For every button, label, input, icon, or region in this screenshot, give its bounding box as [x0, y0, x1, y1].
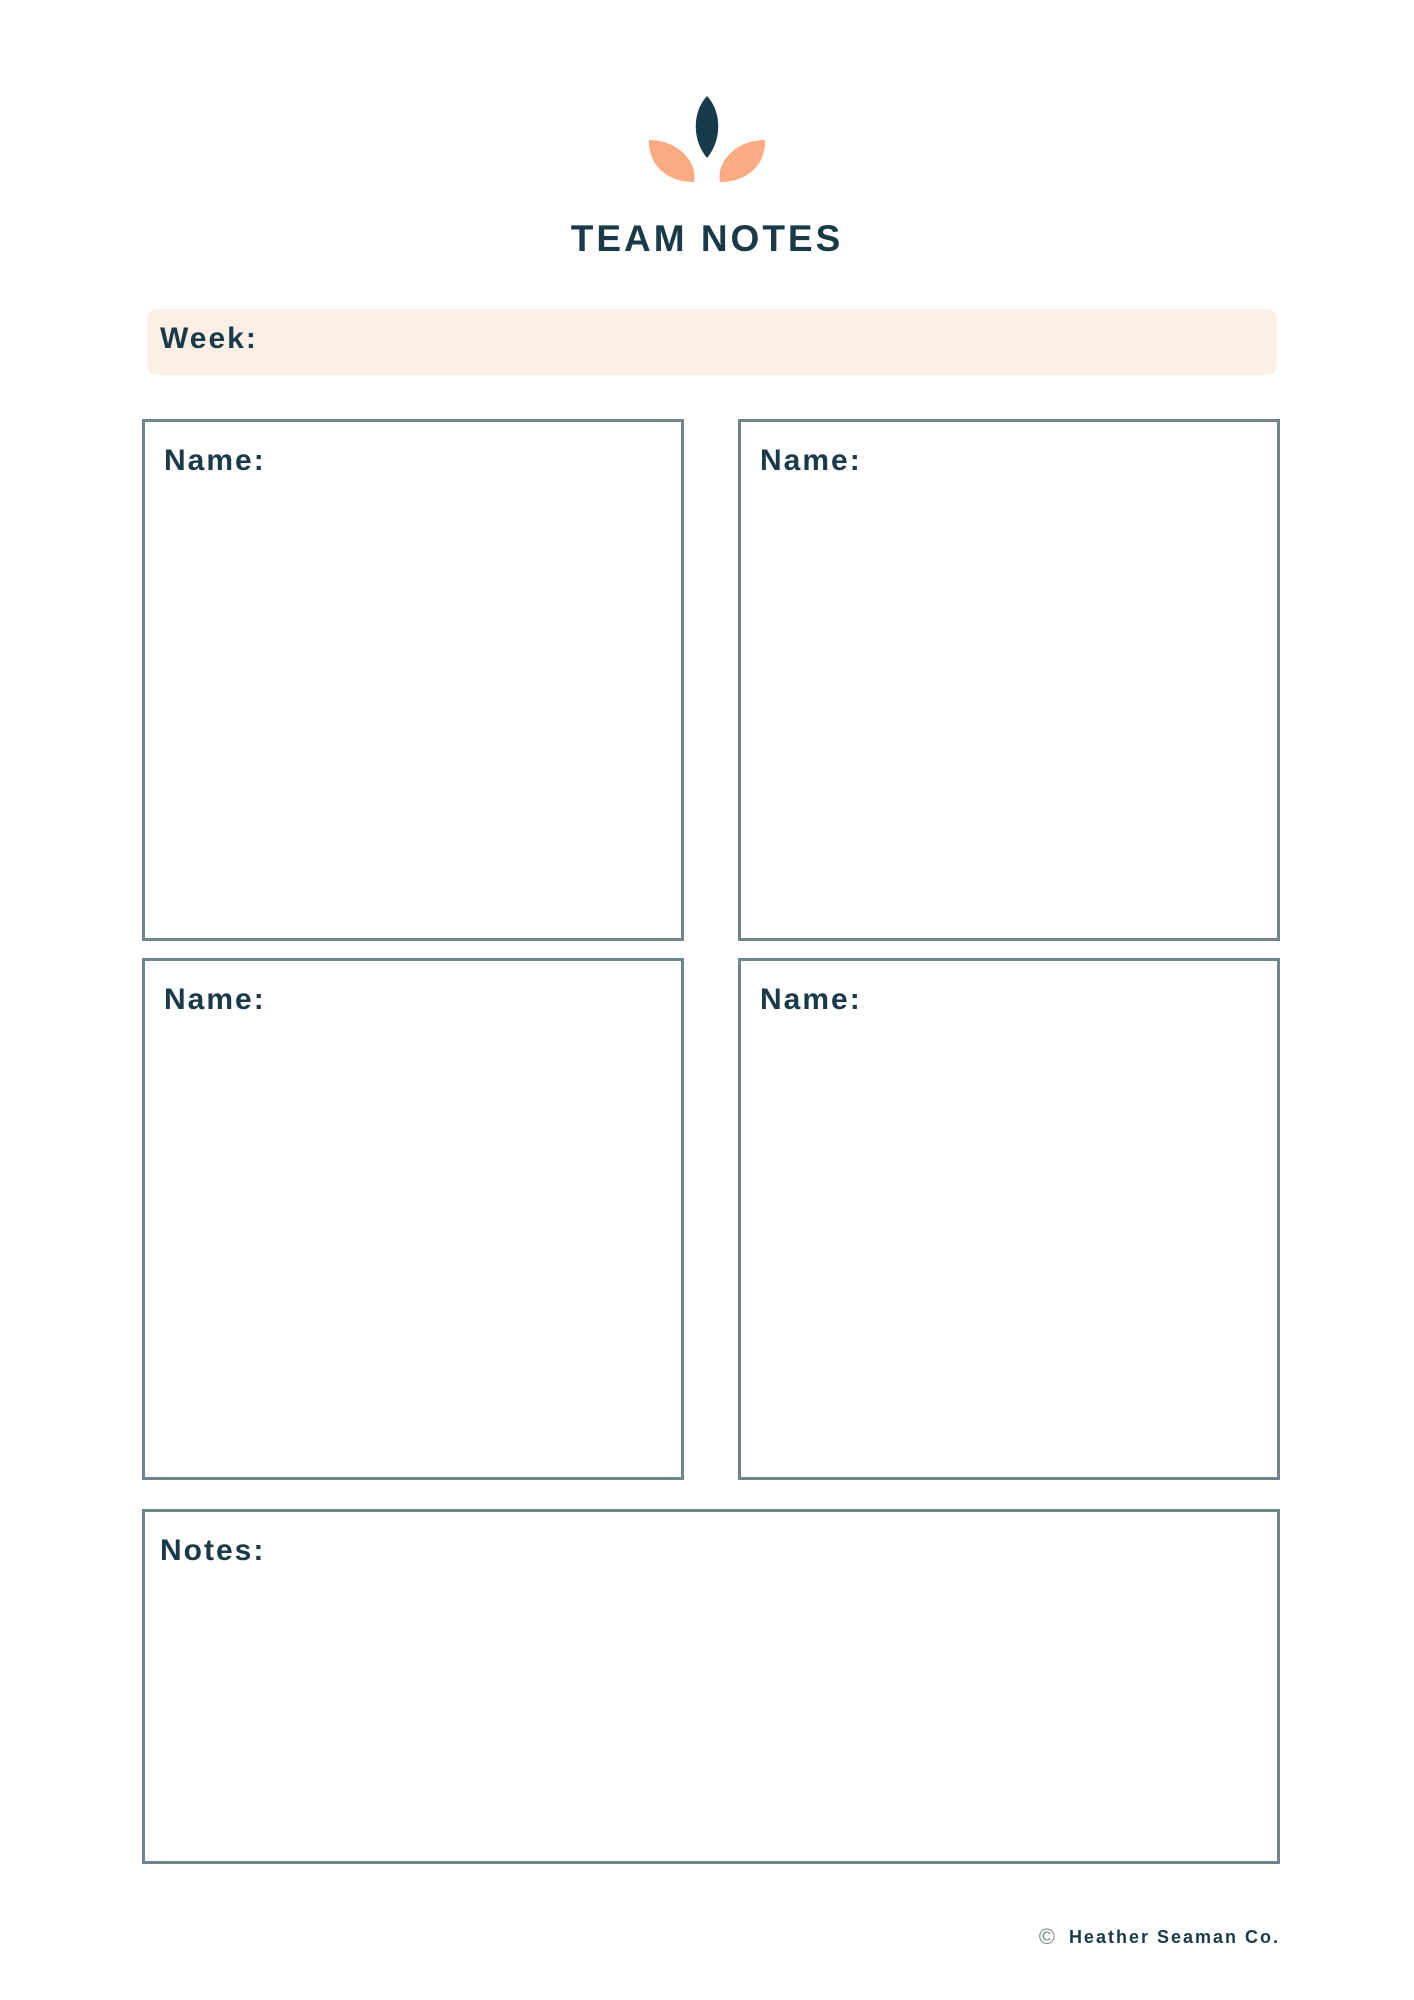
notes-label: Notes:	[160, 1534, 266, 1567]
notes-box[interactable]	[142, 1509, 1280, 1864]
member-name-label: Name:	[760, 444, 862, 477]
copyright-icon: ©	[1038, 1924, 1055, 1949]
leaf-logo-icon	[648, 96, 766, 188]
member-box-2[interactable]	[738, 419, 1280, 941]
week-field[interactable]	[147, 309, 1277, 375]
member-name-label: Name:	[164, 983, 266, 1016]
member-name-label: Name:	[760, 983, 862, 1016]
week-label: Week:	[160, 322, 258, 355]
member-box-4[interactable]	[738, 958, 1280, 1480]
brand-name: Heather Seaman Co.	[1068, 1926, 1280, 1947]
page-title: TEAM NOTES	[570, 218, 844, 259]
member-name-label: Name:	[164, 444, 266, 477]
member-box-3[interactable]	[142, 958, 684, 1480]
member-box-1[interactable]	[142, 419, 684, 941]
footer-credit	[1039, 1924, 1280, 1950]
